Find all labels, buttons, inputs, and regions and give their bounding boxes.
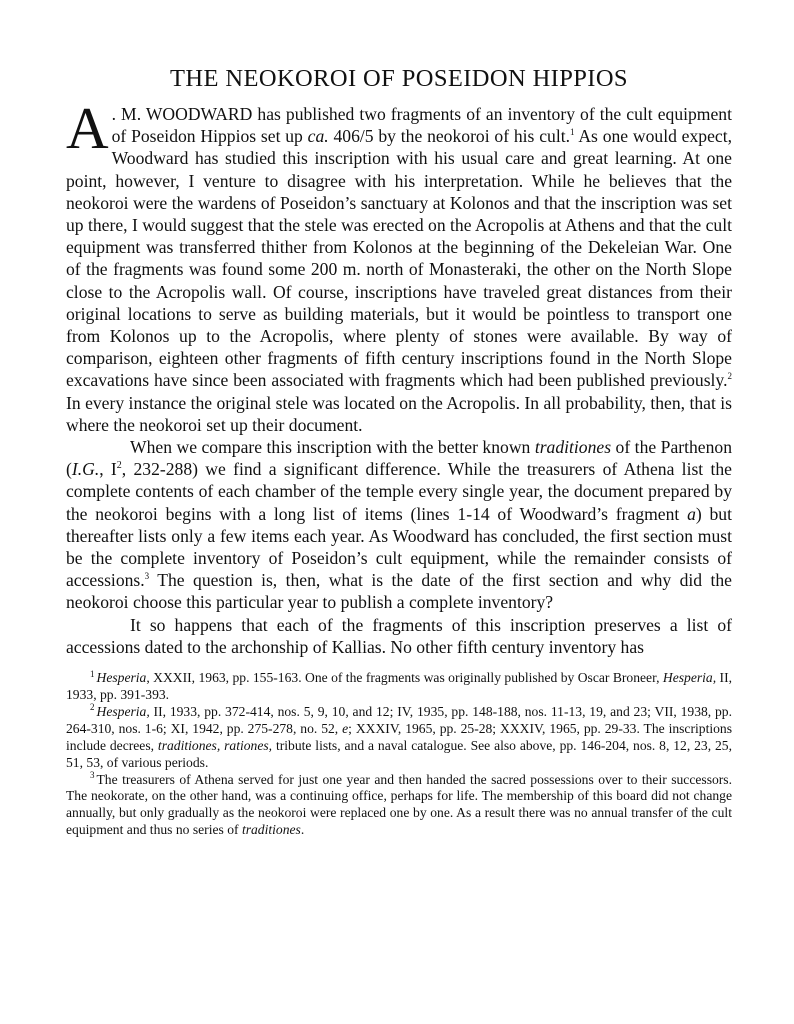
footnote-1: $^1$ Hesperia, XXXII, 1963, pp. 155-163. One of the fragments was originally published by Oscar Broneer, Hesperia, II, 1933, pp. 391-393. [66, 668, 732, 702]
footnote-ref-2[interactable]: 2 [727, 371, 732, 382]
page [66, 64, 732, 839]
body-text [66, 95, 732, 658]
paragraph-1: A . M. WOODWARD has published two fragments of an inventory of the cult equipment of Poseidon Hippios set up ca. 406/5 by the neokoroi of his cult.$^1$ As one would expect, Woodward has studied this inscription with his usual care and great learning. At one point, however, I venture to disagree with his interpretation. While he believes that the neokoroi were the wardens of Poseidon’s sanctuary at Kolonos and that the inscription was set up there, I would suggest that the stele was erected on the Acropolis at Athens and that the cult equipment was transferred thither from Kolonos at the beginning of the Dekeleian War. One of the fragments was found some 200 m. north of Monasteraki, the other on the North Slope close to the Acropolis wall. Of course, inscriptions have traveled great distances from their original locations to serve as building materials, but it would be pointless to transport one from Kolonos up to the Acropolis, where plenty of stones were available. By way of comparison, eighteen other fragments of fifth century inscriptions found in the North Slope excavations have since been associated with fragments which had been published previously.$^2$ In every instance the original stele was located on the Acropolis. In all probability, then, that is where the neokoroi set up their document. [66, 95, 732, 435]
article-title: THE NEOKOROI OF POSEIDON HIPPIOS [170, 65, 628, 92]
footnote-3: $^3$ The treasurers of Athena served for just one year and then handed the sacred possessions over to their successors. The neokorate, on the other hand, was a continuing office, perhaps for life. The membership of this board did not change annually, but only gradually as the neokoroi were replaced one by one. As a result there was no annual transfer of the cult equipment and thus no series of traditiones. [66, 769, 732, 838]
footnote-2: $^2$ Hesperia, II, 1933, pp. 372-414, nos. 5, 9, 10, and 12; IV, 1935, pp. 148-188, nos. 11-13, 19, and 23; VII, 1938, pp. 264-310, nos. 1-6; XI, 1942, pp. 275-278, no. 52, e; XXXIV, 1965, pp. 25-28; XXXIV, 1965, pp. 29-33. The inscriptions include decrees, traditiones, rationes, tribute lists, and a naval catalogue. See also above, pp. 146-204, nos. 8, 12, 23, 25, 51, 53, of various periods. [66, 702, 733, 770]
paragraph-3: It so happens that each of the fragments of this inscription preserves a list of accessions dated to the archonship of Kallias. No other fifth century inventory has [66, 614, 732, 657]
footnotes [66, 670, 732, 839]
paragraph-2: When we compare this inscription with the better known traditiones of the Parthenon (I.G., $I^2$, 232-288) we find a significant difference. While the treasurers of Athena list the complete contents of each chamber of the temple every single year, the document prepared by the neokoroi begins with a long list of items (lines 1-14 of Woodward’s fragment a) but thereafter lists only a few items each year. As Woodward has concluded, the first section must be the complete inventory of Poseidon’s cult equipment, while the remainder consists of accessions.$^3$ The question is, then, what is the date of the first section and why did the neokoroi choose this particular year to publish a complete inventory? [66, 437, 732, 613]
drop-cap: A [66, 95, 109, 161]
footnote-ref-1[interactable]: 1 [570, 127, 575, 138]
footnote-ref-3[interactable]: 3 [144, 571, 150, 582]
